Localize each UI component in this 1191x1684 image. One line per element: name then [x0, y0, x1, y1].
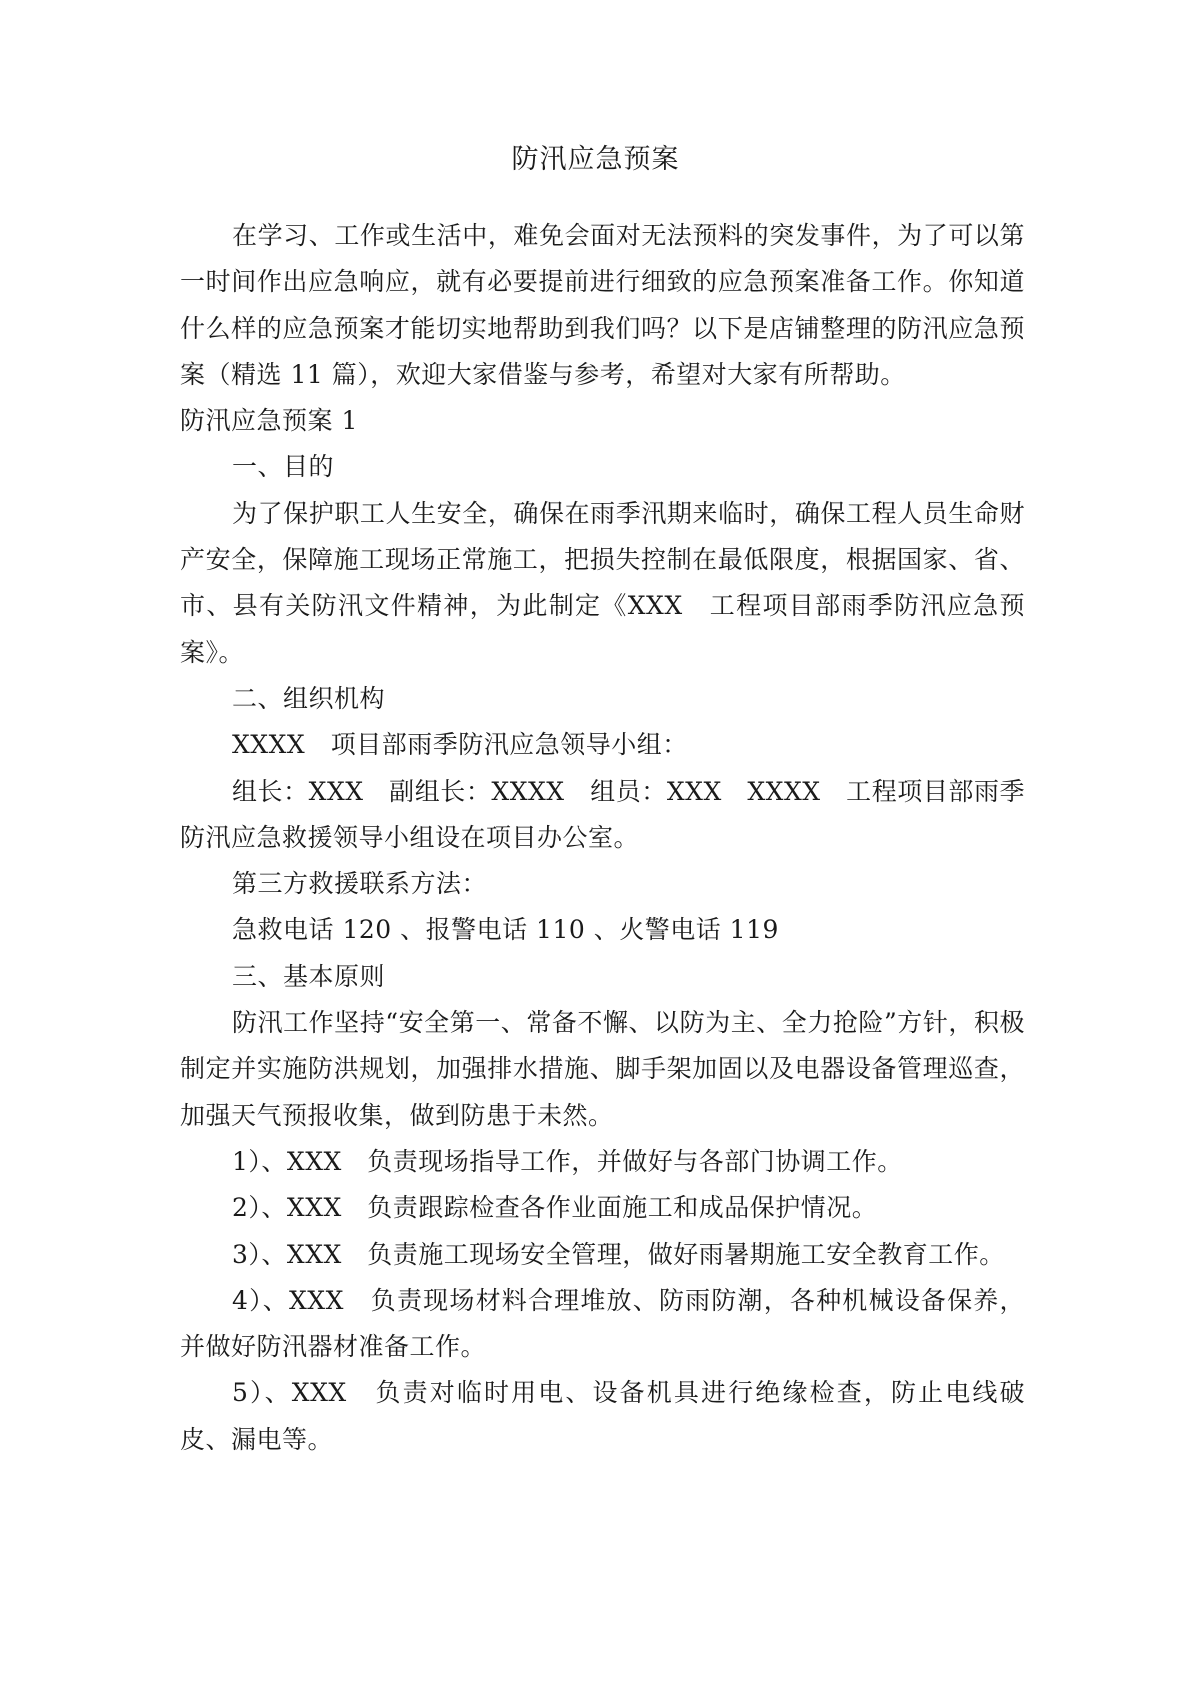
- document-body: [180, 213, 1025, 1463]
- purpose-paragraph: 为了保护职工人生安全，确保在雨季汛期来临时，确保工程人员生命财产安全，保障施工现场正常施工，把损失控制在最低限度，根据国家、省、市、县有关防汛文件精神，为此制定《XXX 工程项目部雨季防汛应急预案》。: [180, 498, 1025, 667]
- intro-paragraph: 在学习、工作或生活中，难免会面对无法预料的突发事件，为了可以第一时间作出应急响应，就有必要提前进行细致的应急预案准备工作。你知道什么样的应急预案才能切实地帮助到我们吗？以下是店铺整理的防汛应急预案（精选 11 篇），欢迎大家借鉴与参考，希望对大家有所帮助。: [180, 221, 1025, 389]
- principles-paragraph: 防汛工作坚持“安全第一、常备不懈、以防为主、全力抢险”方针，积极制定并实施防洪规划，加强排水措施、脚手架加固以及电器设备管理巡查，加强天气预报收集，做到防患于未然。: [180, 1008, 1025, 1130]
- document-title: 防汛应急预案: [511, 144, 680, 175]
- section-heading-plan-1: 防汛应急预案 1: [180, 406, 358, 436]
- duty-item-2: 2）、XXX 负责跟踪检查各作业面施工和成品保护情况。: [232, 1193, 878, 1223]
- duty-item-5: 5）、XXX 负责对临时用电、设备机具进行绝缘检查，防止电线破皮、漏电等。: [180, 1378, 1025, 1454]
- heading-organization: 二、组织机构: [232, 683, 386, 713]
- duty-item-3: 3）、XXX 负责施工现场安全管理，做好雨暑期施工安全教育工作。: [232, 1239, 1005, 1269]
- emergency-phone-line: 急救电话 120 、报警电话 110 、火警电话 119: [232, 915, 779, 945]
- rescue-contact-heading: 第三方救援联系方法：: [232, 869, 488, 899]
- duty-item-4: 4）、XXX 负责现场材料合理堆放、防雨防潮，各种机械设备保养，并做好防汛器材准备工作。: [180, 1285, 1025, 1362]
- organization-group-line: XXXX 项目部雨季防汛应急领导小组：: [232, 730, 688, 760]
- organization-members-paragraph: 组长：XXX 副组长：XXXX 组员：XXX XXXX 工程项目部雨季防汛应急救援领导小组设在项目办公室。: [180, 776, 1025, 852]
- duty-item-1: 1）、XXX 负责现场指导工作，并做好与各部门协调工作。: [232, 1146, 903, 1176]
- heading-purpose: 一、目的: [232, 452, 335, 482]
- heading-basic-principles: 三、基本原则: [232, 961, 386, 991]
